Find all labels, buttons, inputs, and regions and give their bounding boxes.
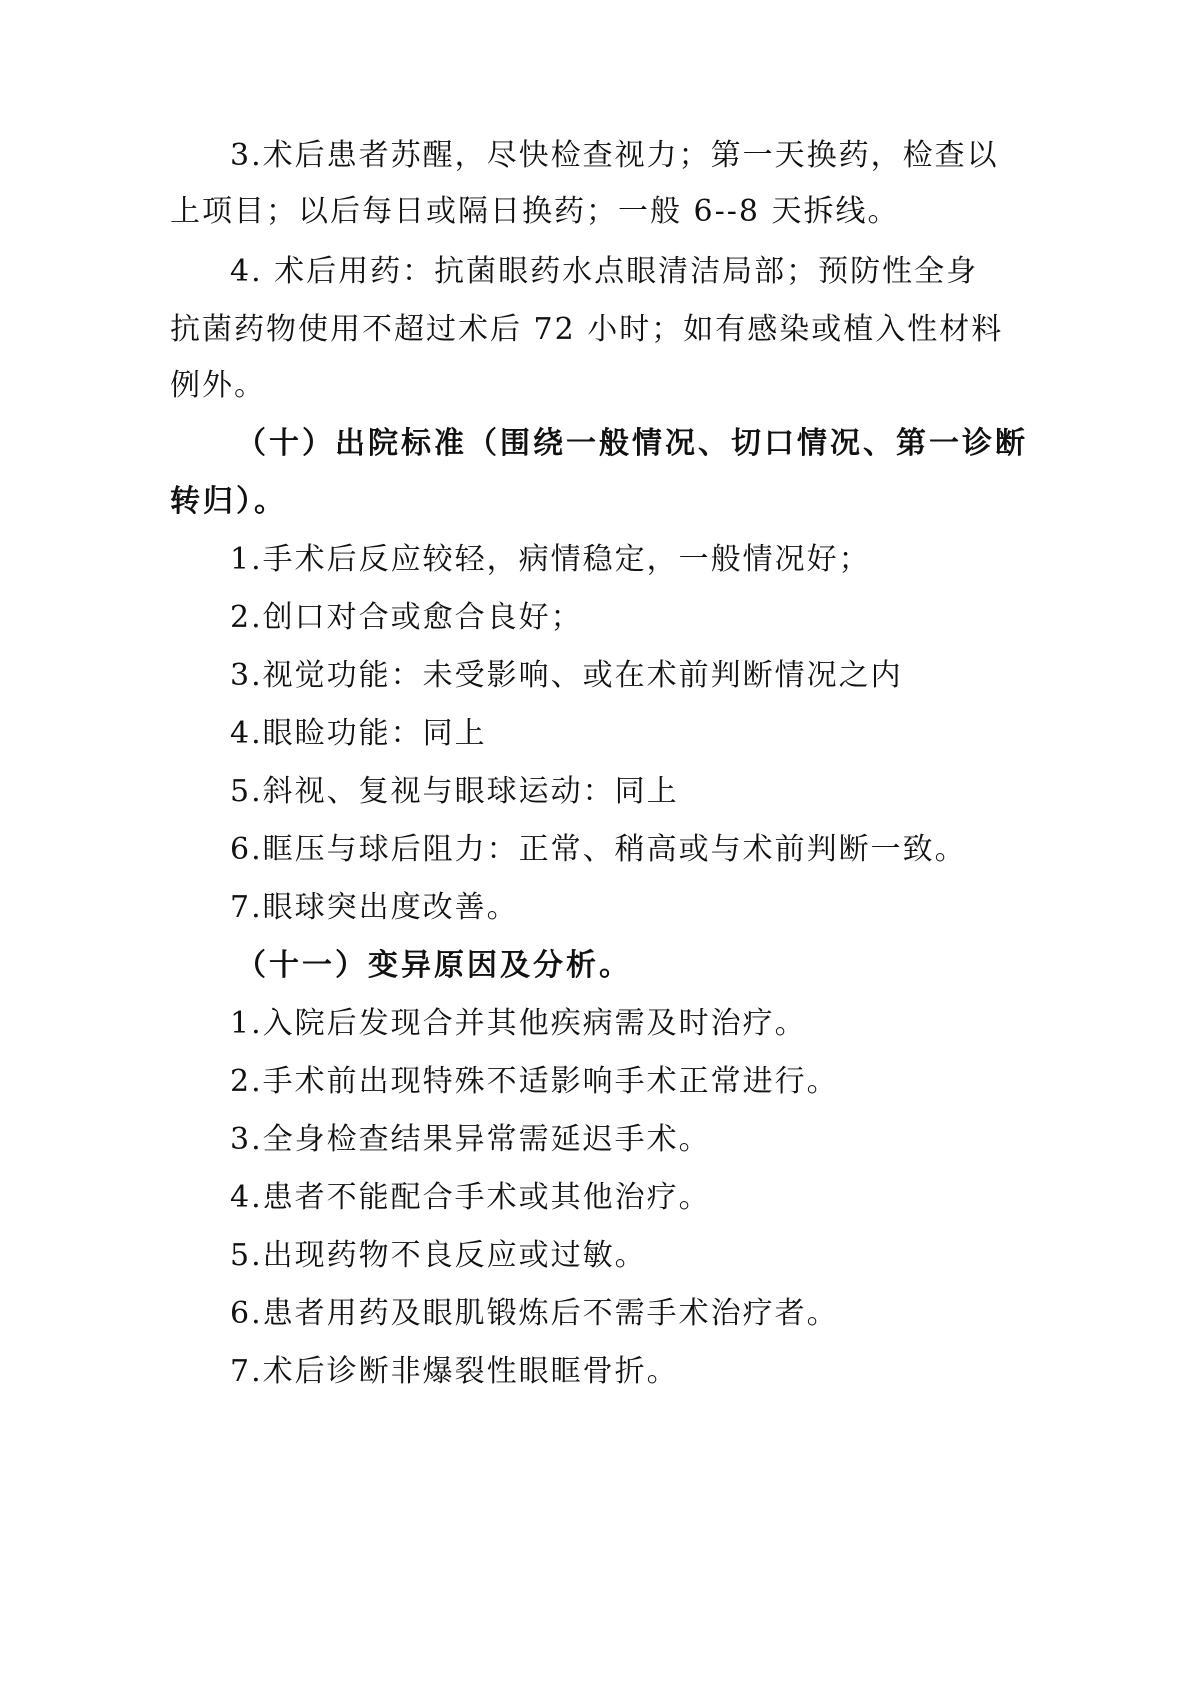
list-item: 1.手术后反应较轻，病情稳定，一般情况好；: [230, 542, 871, 577]
paragraph-line: 例外。: [170, 368, 266, 403]
list-item: 3.全身检查结果异常需延迟手术。: [230, 1122, 711, 1157]
paragraph-line: 上项目；以后每日或隔日换药；一般 6--8 天拆线。: [170, 194, 900, 229]
paragraph-line: 3.术后患者苏醒，尽快检查视力；第一天换药，检查以: [230, 138, 999, 173]
list-item: 1.入院后发现合并其他疾病需及时治疗。: [230, 1006, 807, 1041]
list-item: 2.手术前出现特殊不适影响手术正常进行。: [230, 1064, 839, 1099]
list-item: 4.患者不能配合手术或其他治疗。: [230, 1180, 711, 1215]
list-item: 3.视觉功能：未受影响、或在术前判断情况之内: [230, 658, 903, 693]
list-item: 2.创口对合或愈合良好；: [230, 600, 583, 635]
list-item: 7.眼球突出度改善。: [230, 890, 519, 925]
list-item: 5.斜视、复视与眼球运动：同上: [230, 774, 679, 809]
list-item: 7.术后诊断非爆裂性眼眶骨折。: [230, 1354, 679, 1389]
paragraph-line: 4. 术后用药：抗菌眼药水点眼清洁局部；预防性全身: [230, 254, 979, 289]
list-item: 4.眼睑功能：同上: [230, 716, 487, 751]
section-heading: 转归）。: [170, 484, 287, 519]
list-item: 6.眶压与球后阻力：正常、稍高或与术前判断一致。: [230, 832, 967, 867]
section-heading: （十）出院标准（围绕一般情况、切口情况、第一诊断: [236, 426, 1028, 461]
paragraph-line: 抗菌药物使用不超过术后 72 小时；如有感染或植入性材料: [170, 312, 1004, 347]
list-item: 5.出现药物不良反应或过敏。: [230, 1238, 647, 1273]
list-item: 6.患者用药及眼肌锻炼后不需手术治疗者。: [230, 1296, 839, 1331]
section-heading: （十一）变异原因及分析。: [236, 948, 632, 983]
